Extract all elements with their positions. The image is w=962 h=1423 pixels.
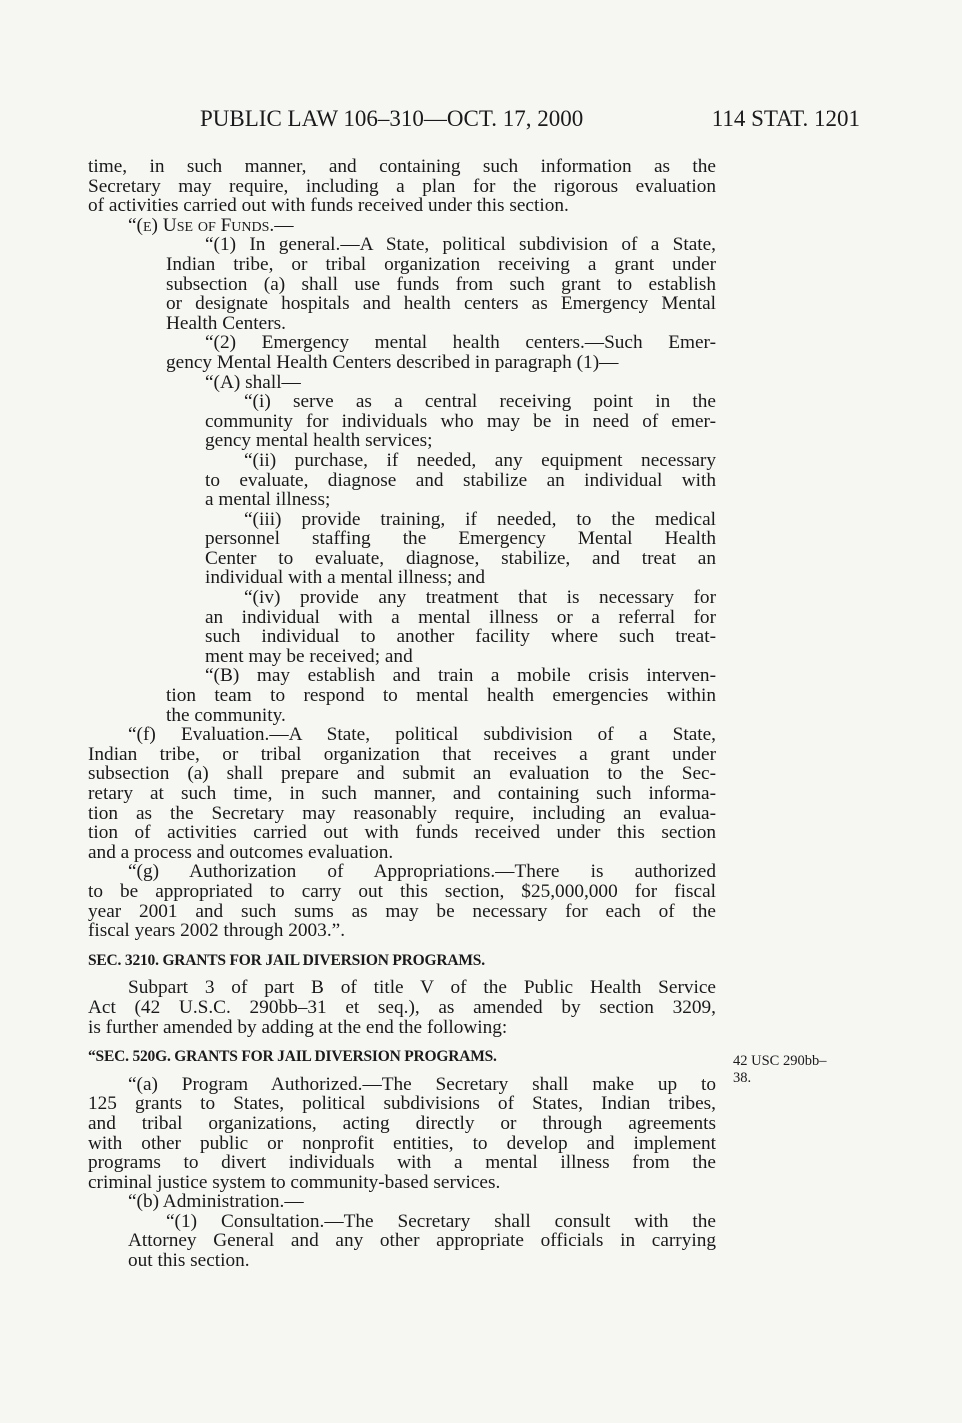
text-line: “(ii) purchase, if needed, any equipment necessary [244,449,716,471]
text-line: out this section. [128,1250,250,1272]
text-line: Center to evaluate, diagnose, stabilize, and treat an [205,547,716,569]
text-line: criminal justice system to community-based services. [88,1171,501,1193]
text-line: 125 grants to States, political subdivisions of States, Indian tribes, [88,1093,716,1115]
text-line: subsection (a) shall prepare and submit an evaluation to the Sec- [88,763,716,785]
margin-citation [733,1053,826,1087]
text-line: “(B) may establish and train a mobile crisis interven- [205,665,716,687]
text-line: “(a) Program Authorized.—The Secretary shall make up to [128,1073,716,1095]
text-line: gency mental health services; [205,430,433,452]
margin-citation-line: 42 USC 290bb– [733,1053,827,1069]
text-line: Indian tribe, or tribal organization that receives a grant under [88,743,716,765]
text-line: time, in such manner, and containing such information as the [88,156,716,177]
text-line: Act (42 U.S.C. 290bb–31 et seq.), as amended by section 3209, [88,996,716,1018]
text-line: Secretary may require, including a plan for the rigorous evaluation [88,175,716,197]
text-line: Subpart 3 of part B of title V of the Public Health Service [128,977,716,999]
text-line: Indian tribe, or tribal organization receiving a grant under [166,253,716,275]
text-line: an individual with a mental illness or a referral for [205,606,716,628]
text-line: or designate hospitals and health centers as Emergency Mental [166,293,716,315]
text-line: fiscal years 2002 through 2003.”. [88,920,346,942]
text-line: of activities carried out with funds received under this section. [88,195,569,217]
text-line: the community. [166,704,286,726]
text-line: “(1) In general.—A State, political subdivision of a State, [205,234,716,256]
text-line: Attorney General and any other appropriate officials in carrying [128,1230,716,1252]
header-page-number: 114 STAT. 1201 [711,106,860,131]
text-line: retary at such time, in such manner, and containing such informa- [88,783,716,804]
text-line: “(2) Emergency mental health centers.—Such Emer- [205,332,716,354]
text-line: and a process and outcomes evaluation. [88,841,394,863]
running-header [90,106,860,136]
text-line: tion of activities carried out with funds received under this section [88,822,716,844]
text-line: “(iv) provide any treatment that is necessary for [244,587,716,609]
text-line: gency Mental Health Centers described in paragraph (1)— [166,351,619,373]
section-heading-520g: “SEC. 520G. GRANTS FOR JAIL DIVERSION PROGRAMS. [88,1048,497,1066]
text-line: “(A) shall— [205,371,301,393]
text-line: “(1) Consultation.—The Secretary shall consult with the [166,1210,716,1232]
text-line: Health Centers. [166,312,286,334]
text-line: ment may be received; and [205,645,413,667]
text-line: “(iii) provide training, if needed, to the medical [244,508,716,530]
text-line: is further amended by adding at the end the following: [88,1016,508,1038]
text-line: tion as the Secretary may reasonably require, including an evalua- [88,802,716,824]
text-line: community for individuals who may be in need of emer- [205,410,716,432]
text-line: and tribal organizations, acting directly or through agreements [88,1112,716,1134]
text-line: “(f) Evaluation.—A State, political subdivision of a State, [128,724,716,746]
statute-text [88,157,716,1271]
text-line: programs to divert individuals with a mental illness from the [88,1152,716,1174]
text-line: “(g) Authorization of Appropriations.—There is authorized [128,861,716,883]
subsection-heading-b: “(b) Administration.— [128,1191,304,1213]
margin-citation-line: 38. [733,1070,752,1086]
text-line: year 2001 and such sums as may be necessary for each of the [88,900,716,922]
text-line: subsection (a) shall use funds from such grant to establish [166,273,716,295]
text-line: to be appropriated to carry out this section, $25,000,000 for fiscal [88,880,716,902]
text-line: “(i) serve as a central receiving point in the [244,391,716,413]
subsection-heading-e: “(e) Use of Funds.— [128,214,294,236]
text-line: such individual to another facility where such treat- [205,626,716,648]
text-line: personnel staffing the Emergency Mental Health [205,528,716,550]
text-line: with other public or nonprofit entities, to develop and implement [88,1132,716,1154]
text-line: to evaluate, diagnose and stabilize an individual with [205,469,716,491]
text-line: a mental illness; [205,489,331,511]
text-line: tion team to respond to mental health emergencies within [166,685,716,707]
header-title: PUBLIC LAW 106–310—OCT. 17, 2000 [200,106,584,131]
text-line: individual with a mental illness; and [205,567,486,589]
section-heading-3210: SEC. 3210. GRANTS FOR JAIL DIVERSION PROGRAMS. [88,951,485,969]
